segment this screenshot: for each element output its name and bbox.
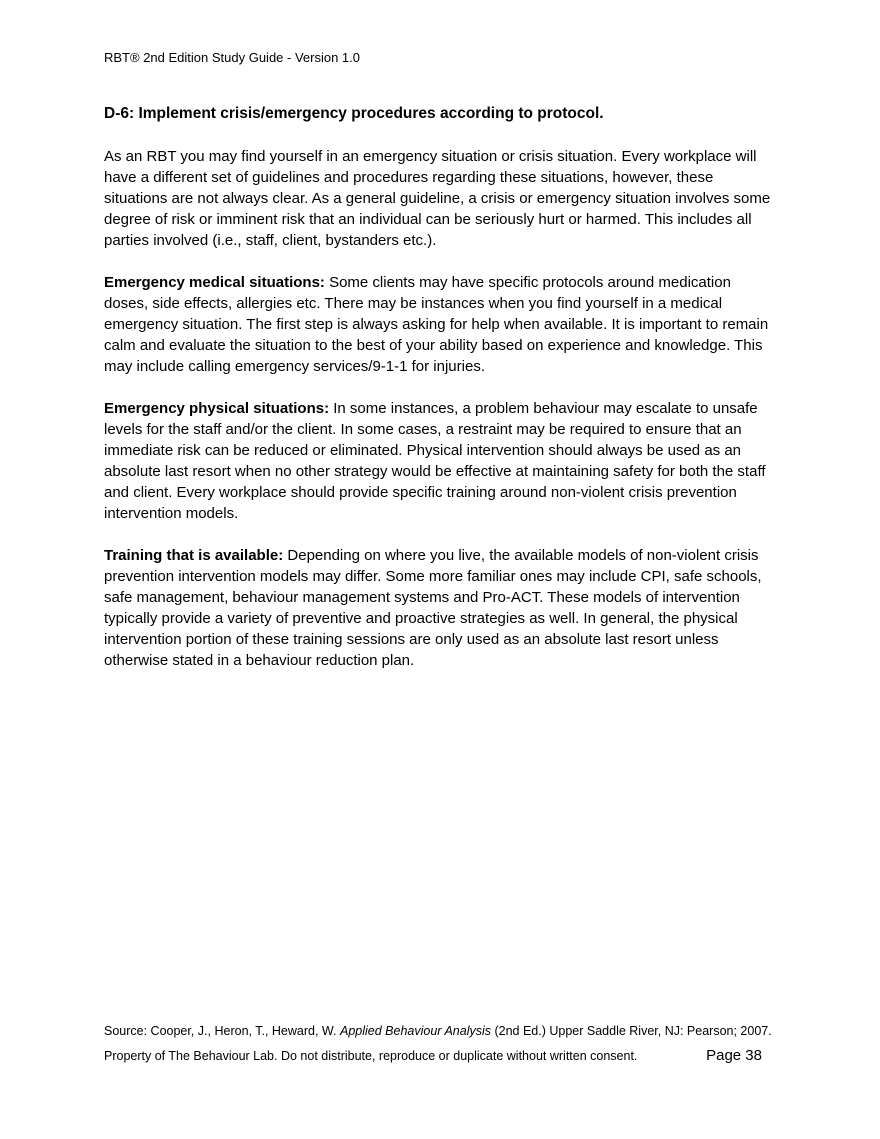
paragraph-text: As an RBT you may find yourself in an emergency situation or crisis situation. Every workplace will have a different set of guidelines and procedures regarding these situations, however, these situations are not always clear. As a general guideline, a crisis or emergency situation involves some degree of risk or imminent risk that an individual can be seriously hurt or harmed. This includes all parties involved (i.e., staff, client, bystanders etc.). <box>104 148 771 249</box>
source-suffix: (2nd Ed.) Upper Saddle River, NJ: Pearson; 2007. <box>491 1024 772 1038</box>
section-title: D-6: Implement crisis/emergency procedures according to protocol. <box>104 105 604 122</box>
paragraph-lead: Emergency physical situations: <box>104 400 330 417</box>
paragraph-medical-situations <box>104 272 776 377</box>
property-notice: Property of The Behaviour Lab. Do not distribute, reproduce or duplicate without written consent. <box>104 1049 638 1063</box>
document-footer <box>104 1023 776 1065</box>
paragraph-text: Depending on where you live, the available models of non-violent crisis prevention intervention models may differ. Some more familiar ones may include CPI, safe schools, safe management, behaviour management systems and Pro-ACT. These models of intervention typically provide a variety of preventive and proactive strategies as well. In general, the physical intervention portion of these training sessions are only used as an absolute last resort unless otherwise stated in a behaviour reduction plan. <box>104 547 762 669</box>
source-book-title: Applied Behaviour Analysis <box>339 1024 491 1038</box>
paragraph-training-available <box>104 545 776 671</box>
paragraph-lead: Emergency medical situations: <box>104 274 325 291</box>
paragraph-text: Some clients may have specific protocols around medication doses, side effects, allergies etc. There may be instances when you find yourself in a medical emergency situation. The first step is always asking for help when available. It is important to remain calm and evaluate the situation to the best of your ability based on experience and knowledge. This may include calling emergency services/9-1-1 for injuries. <box>104 274 769 375</box>
source-citation <box>104 1023 776 1039</box>
paragraph-lead: Training that is available: <box>104 547 284 564</box>
source-prefix: Source: Cooper, J., Heron, T., Heward, W. <box>104 1024 340 1038</box>
footer-row <box>104 1047 776 1065</box>
paragraph-text: In some instances, a problem behaviour may escalate to unsafe levels for the staff and/or the client. In some cases, a restraint may be required to ensure that an immediate risk can be reduced or eliminated. Physical intervention should always be used as an absolute last resort when no other strategy would be effective at maintaining safety for both the staff and client. Every workplace should provide specific training around non-violent crisis prevention intervention models. <box>104 400 766 522</box>
document-content <box>104 50 776 692</box>
page-number: Page 38 <box>706 1047 762 1064</box>
document-header: RBT® 2nd Edition Study Guide - Version 1.0 <box>104 50 360 65</box>
paragraph-intro <box>104 146 776 251</box>
paragraph-physical-situations <box>104 398 776 524</box>
